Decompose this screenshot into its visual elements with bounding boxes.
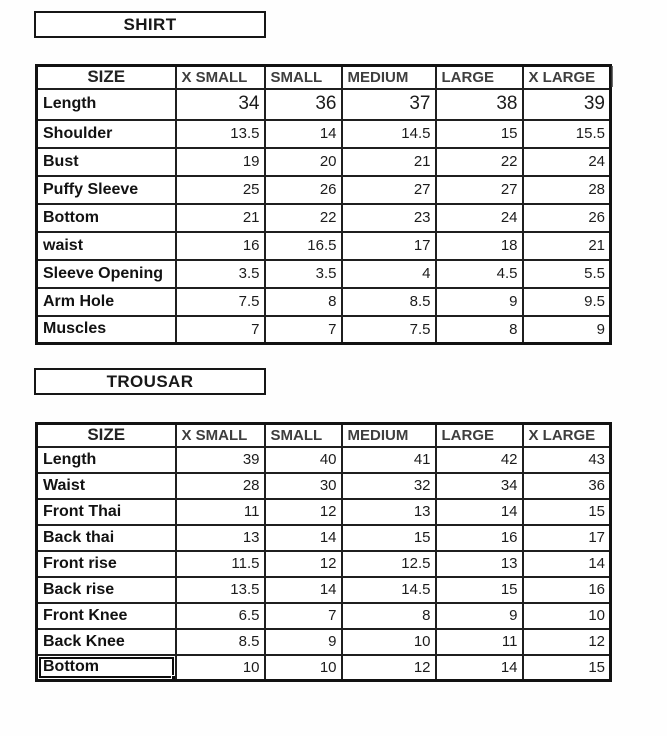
cell-front-thai-medium[interactable]: 13 [342,499,436,525]
cell-front-thai-small[interactable]: 12 [265,499,342,525]
row-label-puffy-sleeve[interactable]: Puffy Sleeve [37,176,176,204]
row-label-back-thai[interactable]: Back thai [37,525,176,551]
cell-bottom-large[interactable]: 14 [436,655,523,681]
cell-back-thai-small[interactable]: 14 [265,525,342,551]
cell-front-thai-x-small[interactable]: 11 [176,499,265,525]
cell-shoulder-medium[interactable]: 14.5 [342,120,436,148]
column-header-small[interactable]: SMALL [265,66,342,89]
row-label-arm-hole[interactable]: Arm Hole [37,288,176,316]
row-label-bust[interactable]: Bust [37,148,176,176]
cell-length-x-large[interactable]: 39 [523,89,611,120]
trouser-title-cell[interactable] [34,368,266,395]
cell-front-thai-large[interactable]: 14 [436,499,523,525]
cell-front-rise-x-large[interactable]: 14 [523,551,611,577]
cell-back-rise-medium[interactable]: 14.5 [342,577,436,603]
cell-back-knee-x-large[interactable]: 12 [523,629,611,655]
table-row-front-knee [37,603,611,629]
column-header-small[interactable]: SMALL [265,424,342,447]
cell-length-medium[interactable]: 41 [342,447,436,473]
cell-front-knee-x-small[interactable]: 6.5 [176,603,265,629]
cell-back-knee-medium[interactable]: 10 [342,629,436,655]
cell-length-small[interactable]: 36 [265,89,342,120]
table-row-sleeve-opening [37,260,611,288]
table-row-bust [37,148,611,176]
cell-waist-small[interactable]: 16.5 [265,232,342,260]
cell-arm-hole-large[interactable]: 9 [436,288,523,316]
cell-arm-hole-x-large[interactable]: 9.5 [523,288,611,316]
row-label-front-rise[interactable]: Front rise [37,551,176,577]
cell-sleeve-opening-small[interactable]: 3.5 [265,260,342,288]
shirt-size-table [35,64,612,345]
cell-back-thai-x-small[interactable]: 13 [176,525,265,551]
shirt-header-row [37,66,611,89]
cell-waist-large[interactable]: 18 [436,232,523,260]
cell-waist-x-large[interactable]: 36 [523,473,611,499]
row-label-front-knee[interactable]: Front Knee [37,603,176,629]
cell-bottom-x-small[interactable]: 10 [176,655,265,681]
fill-handle[interactable] [171,675,176,681]
cell-waist-small[interactable]: 30 [265,473,342,499]
cell-length-x-small[interactable]: 39 [176,447,265,473]
row-label-waist[interactable]: Waist [37,473,176,499]
column-header-x-large[interactable]: X LARGE [523,66,611,89]
cell-bust-small[interactable]: 20 [265,148,342,176]
cell-back-rise-x-small[interactable]: 13.5 [176,577,265,603]
cell-length-x-large[interactable]: 43 [523,447,611,473]
cell-bottom-x-small[interactable]: 21 [176,204,265,232]
cell-sleeve-opening-medium[interactable]: 4 [342,260,436,288]
table-row-back-knee [37,629,611,655]
cell-waist-x-large[interactable]: 21 [523,232,611,260]
cell-muscles-x-small[interactable]: 7 [176,316,265,344]
cell-puffy-sleeve-small[interactable]: 26 [265,176,342,204]
cell-front-rise-medium[interactable]: 12.5 [342,551,436,577]
cell-bust-x-small[interactable]: 19 [176,148,265,176]
column-header-x-small[interactable]: X SMALL [176,424,265,447]
cell-shoulder-x-large[interactable]: 15.5 [523,120,611,148]
cell-back-knee-large[interactable]: 11 [436,629,523,655]
cell-waist-large[interactable]: 34 [436,473,523,499]
cell-waist-x-small[interactable]: 16 [176,232,265,260]
cell-back-rise-small[interactable]: 14 [265,577,342,603]
table-row-puffy-sleeve [37,176,611,204]
cell-waist-medium[interactable]: 32 [342,473,436,499]
table-row-back-thai [37,525,611,551]
shirt-title-cell[interactable] [34,11,266,38]
cell-front-knee-large[interactable]: 9 [436,603,523,629]
cell-waist-medium[interactable]: 17 [342,232,436,260]
column-header-large[interactable]: LARGE [436,424,523,447]
row-label-sleeve-opening[interactable]: Sleeve Opening [37,260,176,288]
table-row-front-thai [37,499,611,525]
trouser-header-row [37,424,611,447]
row-label-waist[interactable]: waist [37,232,176,260]
cell-length-medium[interactable]: 37 [342,89,436,120]
cell-length-large[interactable]: 38 [436,89,523,120]
cell-shoulder-large[interactable]: 15 [436,120,523,148]
table-row-waist [37,232,611,260]
cell-arm-hole-small[interactable]: 8 [265,288,342,316]
table-row-back-rise [37,577,611,603]
cell-muscles-medium[interactable]: 7.5 [342,316,436,344]
cell-length-large[interactable]: 42 [436,447,523,473]
cell-back-knee-small[interactable]: 9 [265,629,342,655]
column-header-x-small[interactable]: X SMALL [176,66,265,89]
cell-front-knee-medium[interactable]: 8 [342,603,436,629]
trouser-title-text: TROUSAR [106,371,194,391]
table-row-bottom [37,655,611,681]
row-label-back-knee[interactable]: Back Knee [37,629,176,655]
cell-front-rise-small[interactable]: 12 [265,551,342,577]
row-label-muscles[interactable]: Muscles [37,316,176,344]
table-row-front-rise [37,551,611,577]
cell-muscles-small[interactable]: 7 [265,316,342,344]
cell-back-thai-x-large[interactable]: 17 [523,525,611,551]
table-row-muscles [37,316,611,344]
column-header-medium[interactable]: MEDIUM [342,424,436,447]
cell-length-small[interactable]: 40 [265,447,342,473]
column-header-size[interactable]: SIZE [37,66,176,89]
cell-bottom-large[interactable]: 24 [436,204,523,232]
scan-artifact-line [608,66,613,87]
cell-front-knee-small[interactable]: 7 [265,603,342,629]
cell-bust-large[interactable]: 22 [436,148,523,176]
cell-bottom-x-large[interactable]: 26 [523,204,611,232]
column-header-size[interactable]: SIZE [37,424,176,447]
cell-back-knee-x-small[interactable]: 8.5 [176,629,265,655]
cell-front-thai-x-large[interactable]: 15 [523,499,611,525]
cell-sleeve-opening-large[interactable]: 4.5 [436,260,523,288]
cell-arm-hole-x-small[interactable]: 7.5 [176,288,265,316]
cell-bottom-x-large[interactable]: 15 [523,655,611,681]
cell-bottom-small[interactable]: 10 [265,655,342,681]
cell-puffy-sleeve-x-small[interactable]: 25 [176,176,265,204]
trouser-size-table [35,422,612,682]
cell-bust-medium[interactable]: 21 [342,148,436,176]
shirt-title-text: SHIRT [123,14,177,34]
table-row-arm-hole [37,288,611,316]
cell-bottom-medium[interactable]: 23 [342,204,436,232]
column-header-x-large[interactable]: X LARGE [523,424,611,447]
cell-muscles-x-large[interactable]: 9 [523,316,611,344]
cell-length-x-small[interactable]: 34 [176,89,265,120]
cell-bottom-medium[interactable]: 12 [342,655,436,681]
table-row-length [37,447,611,473]
cell-puffy-sleeve-x-large[interactable]: 28 [523,176,611,204]
cell-back-thai-medium[interactable]: 15 [342,525,436,551]
row-label-back-rise[interactable]: Back rise [37,577,176,603]
table-row-length [37,89,611,120]
cell-bottom-small[interactable]: 22 [265,204,342,232]
cell-front-rise-x-small[interactable]: 11.5 [176,551,265,577]
table-row-waist [37,473,611,499]
row-label-bottom[interactable]: Bottom [37,204,176,232]
cell-muscles-large[interactable]: 8 [436,316,523,344]
table-row-shoulder [37,120,611,148]
cell-shoulder-x-small[interactable]: 13.5 [176,120,265,148]
cell-sleeve-opening-x-small[interactable]: 3.5 [176,260,265,288]
row-label-length[interactable]: Length [37,447,176,473]
cell-arm-hole-medium[interactable]: 8.5 [342,288,436,316]
column-header-large[interactable]: LARGE [436,66,523,89]
row-label-length[interactable]: Length [37,89,176,120]
column-header-medium[interactable]: MEDIUM [342,66,436,89]
row-label-shoulder[interactable]: Shoulder [37,120,176,148]
selected-cell-bottom[interactable]: Bottom [37,655,176,681]
cell-bust-x-large[interactable]: 24 [523,148,611,176]
cell-front-rise-large[interactable]: 13 [436,551,523,577]
cell-front-knee-x-large[interactable]: 10 [523,603,611,629]
cell-puffy-sleeve-large[interactable]: 27 [436,176,523,204]
cell-shoulder-small[interactable]: 14 [265,120,342,148]
row-label-front-thai[interactable]: Front Thai [37,499,176,525]
cell-back-rise-x-large[interactable]: 16 [523,577,611,603]
cell-sleeve-opening-x-large[interactable]: 5.5 [523,260,611,288]
cell-waist-x-small[interactable]: 28 [176,473,265,499]
cell-puffy-sleeve-medium[interactable]: 27 [342,176,436,204]
cell-back-thai-large[interactable]: 16 [436,525,523,551]
cell-back-rise-large[interactable]: 15 [436,577,523,603]
table-row-bottom [37,204,611,232]
